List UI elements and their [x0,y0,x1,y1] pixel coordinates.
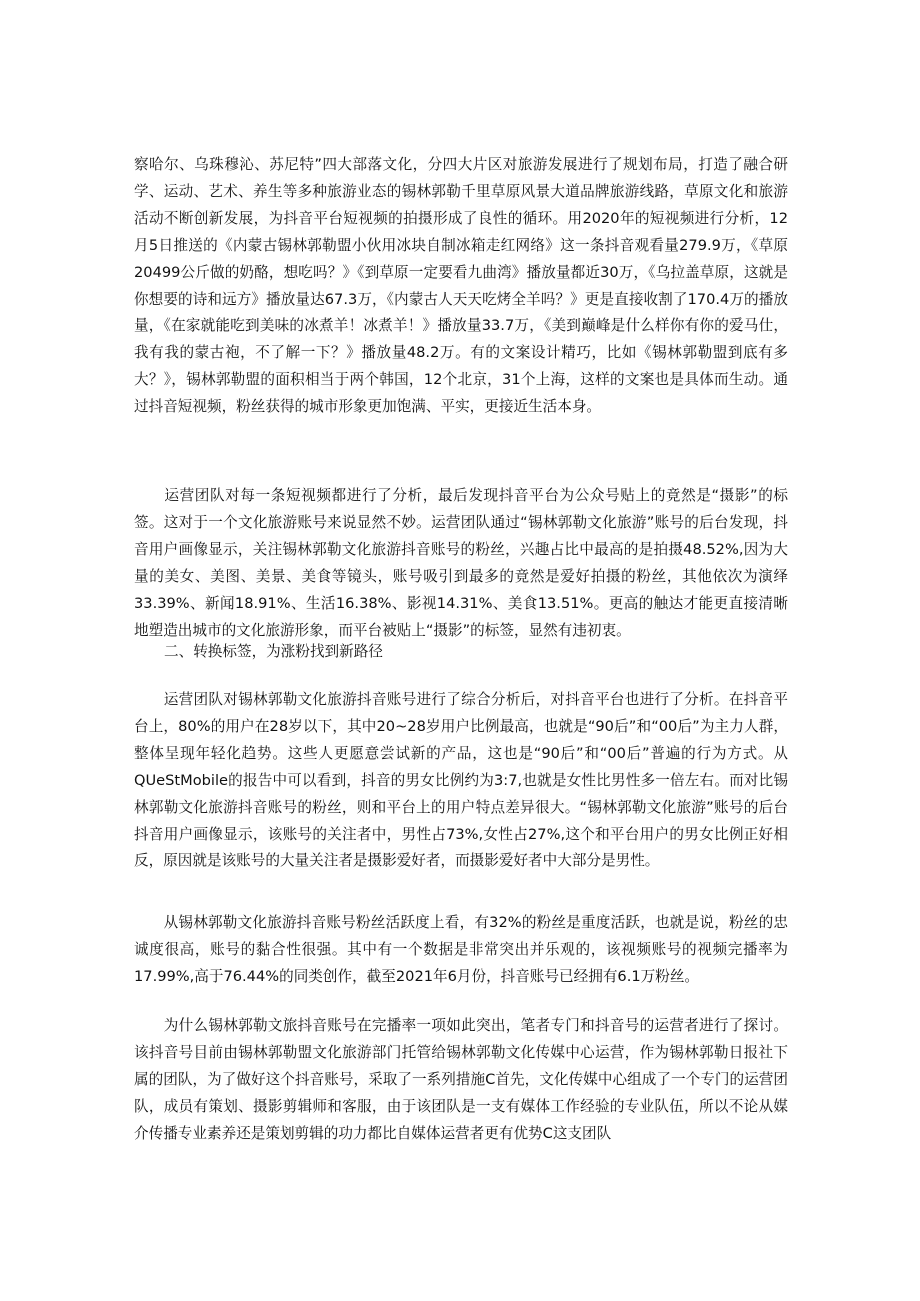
paragraph-5: 为什么锡林郭勒文旅抖音账号在完播率一项如此突出，笔者专门和抖音号的运营者进行了探讨。该抖音号目前由锡林郭勒盟文化旅游部门托管给锡林郭勒文化传媒中心运营，作为锡林郭勒日报社下属的团队，为了做好这个抖音账号，采取了一系列措施C首先，文化传媒中心组成了一个专门的运营团队，成员有策划、摄影剪辑师和客服，由于该团队是一支有媒体工作经验的专业队伍，所以不论从媒介传播专业素养还是策划剪辑的功力都比自媒体运营者更有优势C这支团队 [134,1017,788,1142]
section-heading: 二、转换标签，为涨粉找到新路径 [164,643,383,660]
paragraph-1: 察哈尔、乌珠穆沁、苏尼特”四大部落文化，分四大片区对旅游发展进行了规划布局，打造了融合研学、运动、艺术、养生等多种旅游业态的锡林郭勒千里草原风景大道品牌旅游线路，草原文化和旅游活动不断创新发展，为抖音平台短视频的拍摄形成了良性的循环。用2020年的短视频进行分析，12月5日推送的《内蒙古锡林郭勒盟小伙用冰块自制冰箱走红网络》这一条抖音观看量279.9万，《草原20499公斤做的奶酪，想吃吗？》《到草原一定要看九曲湾》播放量都近30万，《乌拉盖草原，这就是你想要的诗和远方》播放量达67.3万，《内蒙古人天天吃烤全羊吗？》更是直接收割了170.4万的播放量，《在家就能吃到美味的冰煮羊！冰煮羊！》播放量33.7万，《美到巅峰是什么样你有你的爱马仕，我有我的蒙古袍，不了解一下？》播放量48.2万。有的文案设计精巧，比如《锡林郭勒盟到底有多大？》，锡林郭勒盟的面积相当于两个韩国，12个北京，31个上海，这样的文案也是具体而生动。通过抖音短视频，粉丝获得的城市形象更加饱满、平实，更接近生活本身。 [134,156,788,416]
paragraph-2: 运营团队对每一条短视频都进行了分析，最后发现抖音平台为公众号贴上的竟然是“摄影”的标签。这对于一个文化旅游账号来说显然不妙。运营团队通过“锡林郭勒文化旅游”账号的后台发现，抖音用户画像显示，关注锡林郭勒文化旅游抖音账号的粉丝，兴趣占比中最高的是拍摄48.52%,因为大量的美女、美图、美景、美食等镜头，账号吸引到最多的竟然是爱好拍摄的粉丝，其他依次为演绎33.39%、新闻18.91%、生活16.38%、影视14.31%、美食13.51%。更高的触达才能更直接清晰地塑造出城市的文化旅游形象，而平台被贴上“摄影”的标签，显然有违初衷。 [134,487,788,639]
paragraph-3: 运营团队对锡林郭勒文化旅游抖音账号进行了综合分析后，对抖音平台也进行了分析。在抖音平台上，80%的用户在28岁以下，其中20~28岁用户比例最高，也就是“90后”和“00后”为主力人群，整体呈现年轻化趋势。这些人更愿意尝试新的产品，这也是“90后”和“00后”普遍的行为方式。从QUeStMobile的报告中可以看到，抖音的男女比例约为3:7,也就是女性比男性多一倍左右。而对比锡林郭勒文化旅游抖音账号的粉丝，则和平台上的用户特点差异很大。“锡林郭勒文化旅游”账号的后台抖音用户画像显示，该账号的关注者中，男性占73%,女性占27%,这个和平台用户的男女比例正好相反，原因就是该账号的大量关注者是摄影爱好者，而摄影爱好者中大部分是男性。 [134,691,788,870]
paragraph-4: 从锡林郭勒文化旅游抖音账号粉丝活跃度上看，有32%的粉丝是重度活跃，也就是说，粉丝的忠诚度很高，账号的黏合性很强。其中有一个数据是非常突出并乐观的，该视频账号的视频完播率为17.99%,高于76.44%的同类创作，截至2021年6月份，抖音账号已经拥有6.1万粉丝。 [134,914,788,985]
